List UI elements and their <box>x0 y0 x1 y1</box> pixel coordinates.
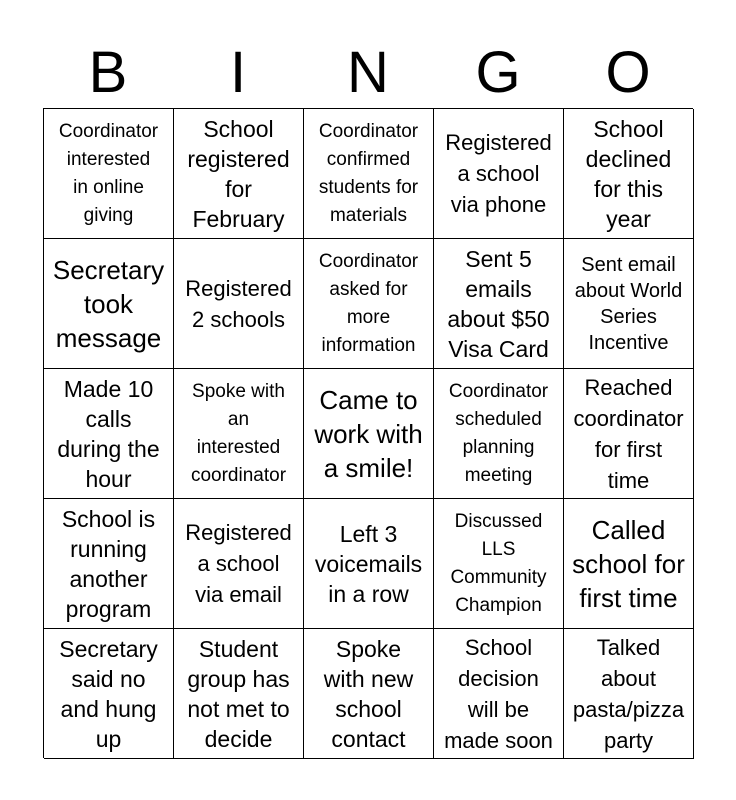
header-letter-o: O <box>605 40 651 105</box>
bingo-cell[interactable] <box>304 239 434 369</box>
bingo-cell-text: Made 10 calls during the hour <box>57 375 160 492</box>
bingo-cell-text: Spoke with an interested coordinator <box>190 380 287 486</box>
bingo-cell-text: Secretary took message <box>52 254 165 353</box>
bingo-cell[interactable] <box>434 629 564 759</box>
bingo-cell-text: Came to work with a smile! <box>314 384 423 483</box>
bingo-cell-text: Registered a school via phone <box>445 130 552 217</box>
bingo-cell-text: Discussed LLS Community Champion <box>450 510 547 616</box>
bingo-cell-text: Coordinator asked for more information <box>318 250 419 356</box>
bingo-cell[interactable] <box>174 239 304 369</box>
bingo-cell-text: School declined for this year <box>585 115 672 232</box>
bingo-cell-text: Called school for first time <box>572 514 685 613</box>
bingo-cell[interactable] <box>304 629 434 759</box>
bingo-cell[interactable] <box>44 109 174 239</box>
bingo-cell[interactable] <box>44 629 174 759</box>
bingo-cell[interactable] <box>174 499 304 629</box>
bingo-card-grid <box>43 108 693 758</box>
bingo-cell[interactable] <box>564 239 694 369</box>
bingo-cell-text: School registered for February <box>187 115 290 232</box>
bingo-cell-text: Spoke with new school contact <box>323 635 414 752</box>
bingo-cell[interactable] <box>434 109 564 239</box>
bingo-cell-text: Registered 2 schools <box>185 275 292 332</box>
header-letter-g: G <box>475 40 521 105</box>
bingo-cell[interactable] <box>304 369 434 499</box>
bingo-cell[interactable] <box>174 629 304 759</box>
bingo-cell[interactable] <box>174 109 304 239</box>
header-letter-i: I <box>229 40 247 105</box>
bingo-cell-text: Student group has not met to decide <box>187 635 290 752</box>
bingo-cell-text: Secretary said no and hung up <box>59 635 158 752</box>
bingo-cell[interactable] <box>44 499 174 629</box>
bingo-cell-text: Talked about pasta/pizza party <box>572 634 685 753</box>
bingo-cell-text: Sent 5 emails about $50 Visa Card <box>447 245 550 362</box>
bingo-cell[interactable] <box>174 369 304 499</box>
bingo-cell[interactable] <box>564 369 694 499</box>
bingo-cell[interactable] <box>434 239 564 369</box>
bingo-cell[interactable] <box>434 499 564 629</box>
bingo-cell-text: Reached coordinator for first time <box>573 374 684 493</box>
bingo-cell-text: School is running another program <box>61 505 156 622</box>
bingo-cell-text: School decision will be made soon <box>444 634 553 753</box>
bingo-cell[interactable] <box>564 629 694 759</box>
bingo-cell[interactable] <box>304 109 434 239</box>
header-letter-n: N <box>347 40 389 105</box>
bingo-cell[interactable] <box>304 499 434 629</box>
bingo-cell-text: Sent email about World Series Incentive <box>574 253 683 354</box>
bingo-cell-text: Coordinator scheduled planning meeting <box>448 380 549 486</box>
bingo-cell[interactable] <box>44 369 174 499</box>
bingo-cell[interactable] <box>44 239 174 369</box>
bingo-cell-text: Coordinator confirmed students for materials <box>318 120 419 226</box>
bingo-cell[interactable] <box>434 369 564 499</box>
bingo-header <box>43 38 693 108</box>
bingo-cell-text: Registered a school via email <box>185 520 292 607</box>
bingo-cell[interactable] <box>564 499 694 629</box>
bingo-cell-text: Coordinator interested in online giving <box>58 120 159 226</box>
bingo-cell-text: Left 3 voicemails in a row <box>314 520 423 607</box>
header-letter-b: B <box>88 40 128 105</box>
bingo-cell[interactable] <box>564 109 694 239</box>
